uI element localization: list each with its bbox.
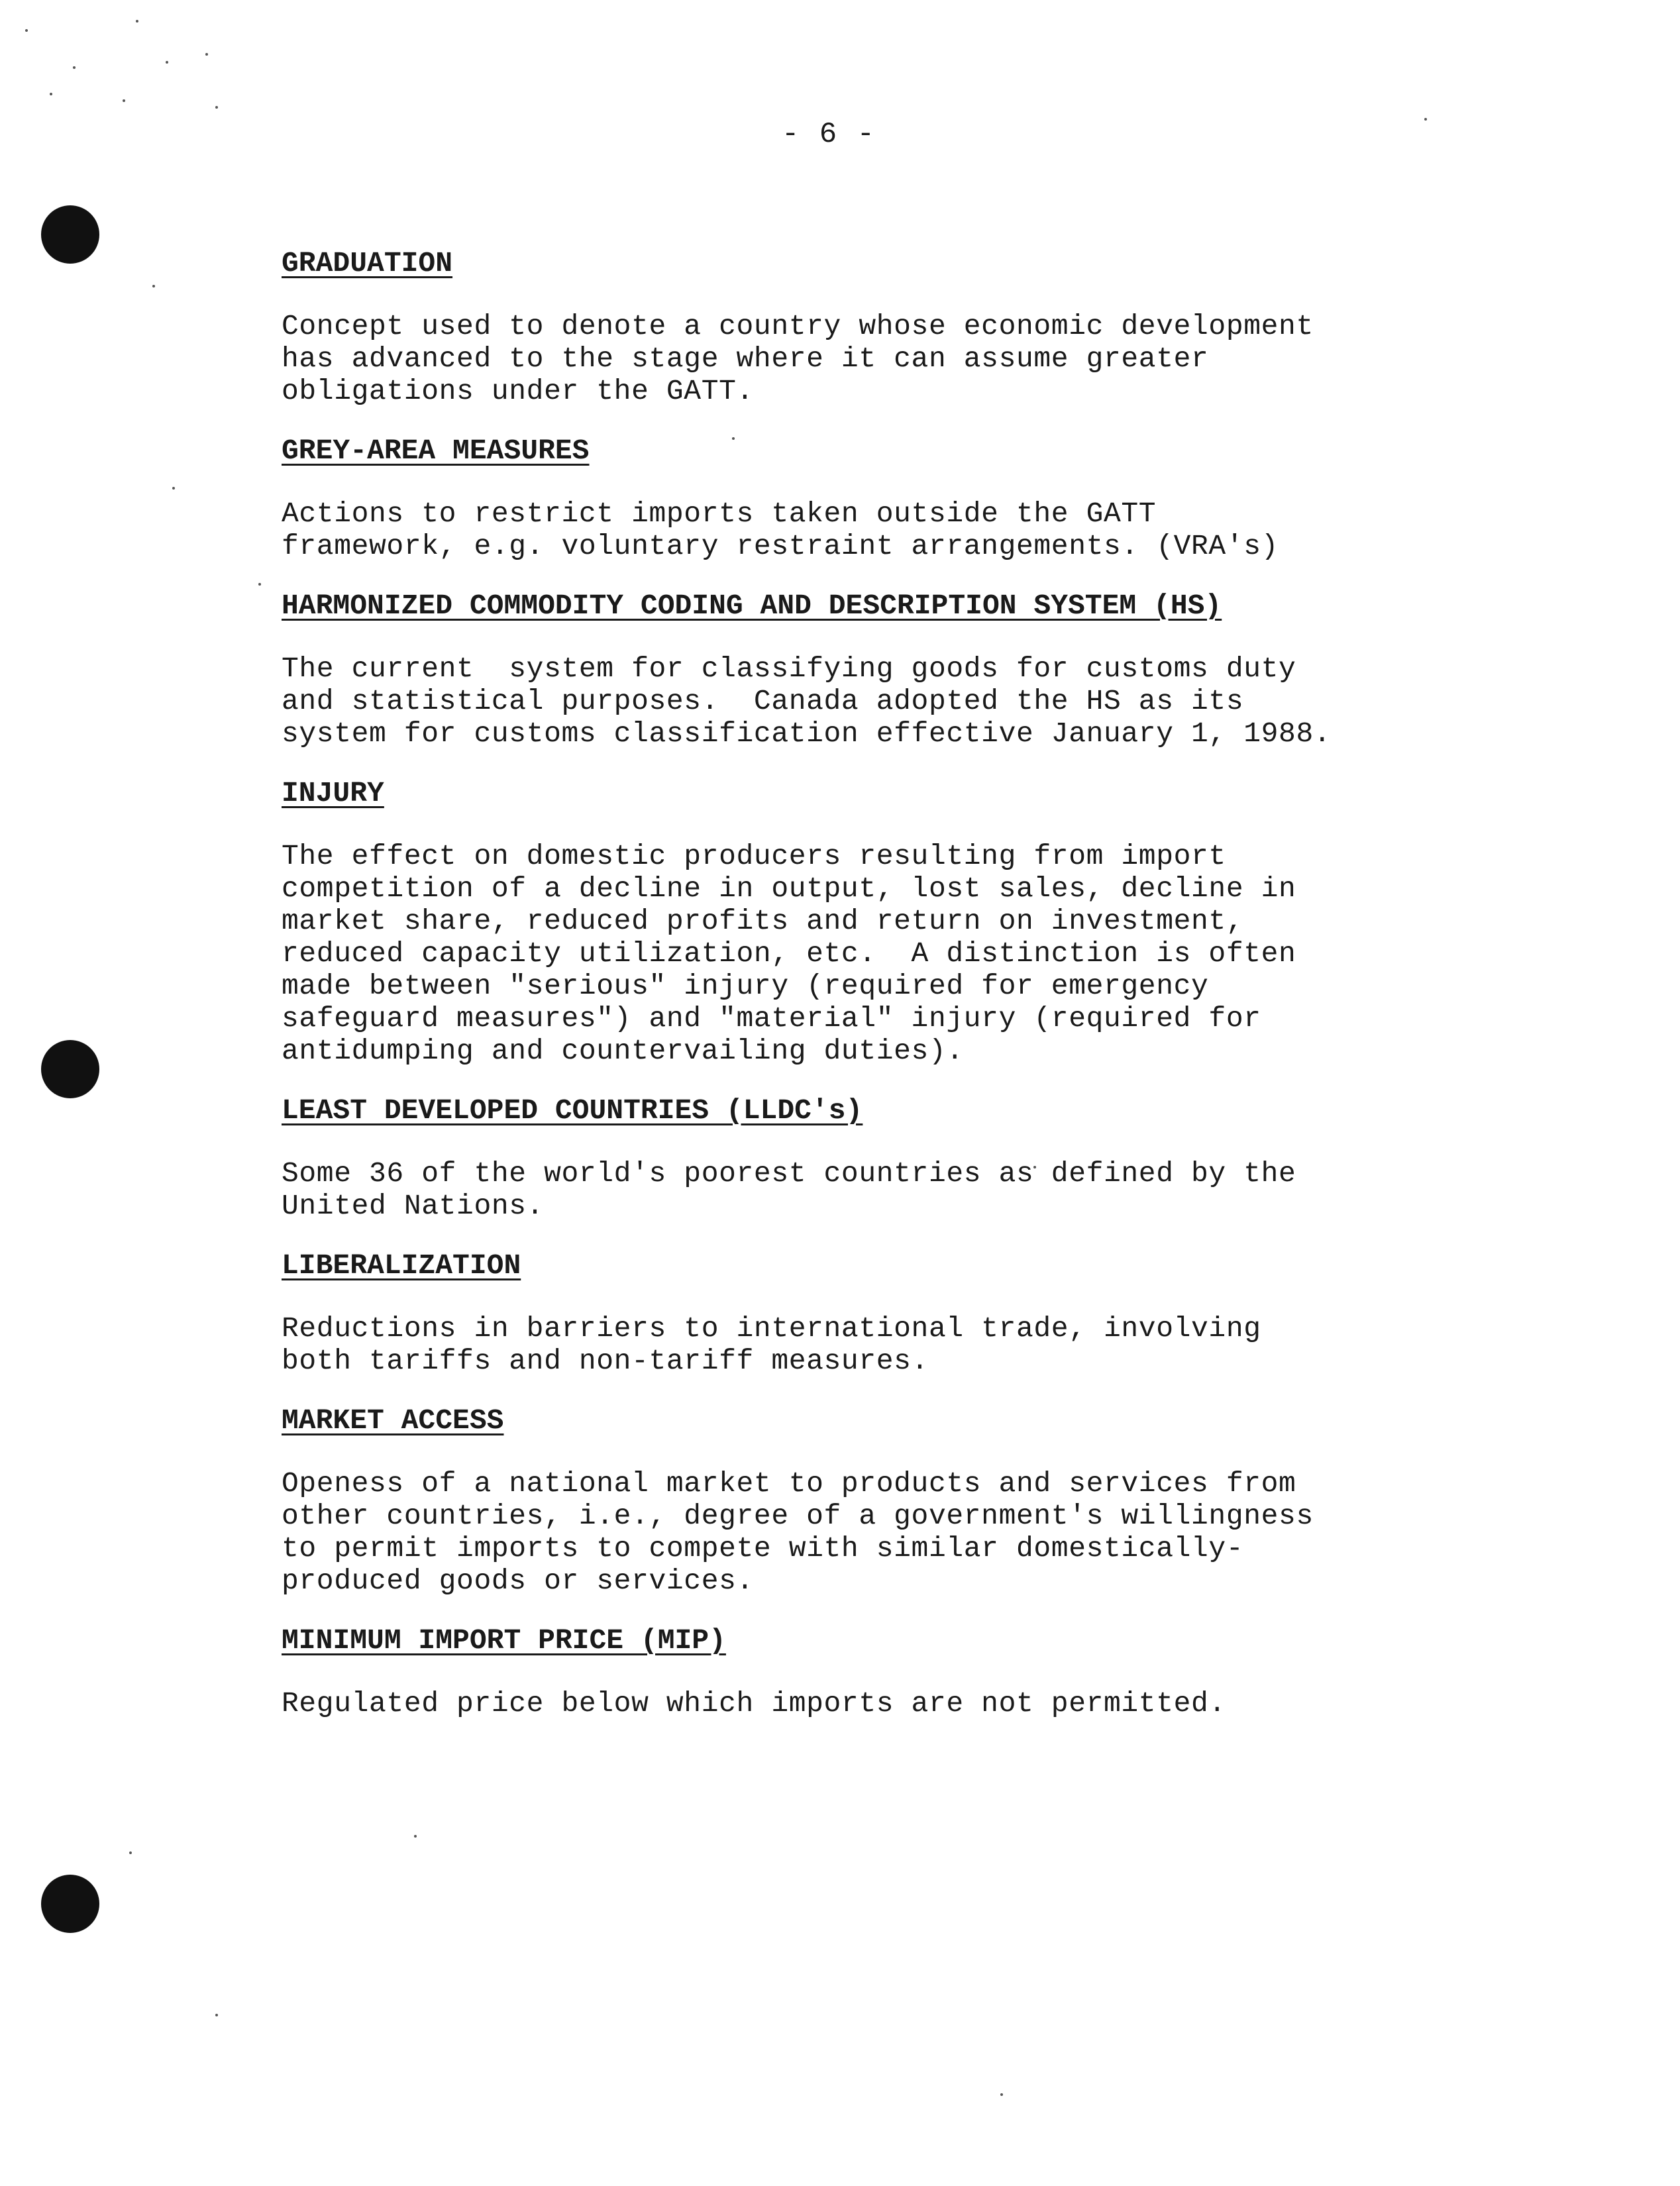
glossary-definition: The effect on domestic producers resulting from import competition of a decline in output, lost sales, decline in market share, reduced profits and return on investment, reduced capacity utilization, etc. A distinction is often made between "serious" injury (required for emergency safeguard measures") and "material" injury (required for antidumping and countervailing duties). xyxy=(282,840,1296,1067)
glossary-entry-liberalization xyxy=(282,1249,1461,1377)
scan-speck xyxy=(73,66,76,69)
glossary xyxy=(282,246,1461,1746)
scan-speck xyxy=(1424,118,1427,121)
scan-speck xyxy=(172,487,175,490)
glossary-definition: Reductions in barriers to international trade, involving both tariffs and non-tariff measures. xyxy=(282,1312,1261,1377)
punch-hole-bottom xyxy=(41,1875,99,1933)
punch-hole-middle xyxy=(41,1040,99,1098)
glossary-entry-harmonized-system xyxy=(282,589,1461,750)
page-number: - 6 - xyxy=(782,118,876,151)
glossary-term: HARMONIZED COMMODITY CODING AND DESCRIPTION SYSTEM (HS) xyxy=(282,590,1222,622)
scan-speck xyxy=(136,20,138,23)
scan-speck xyxy=(414,1835,417,1838)
glossary-entry-least-developed-countries xyxy=(282,1094,1461,1222)
glossary-definition: Regulated price below which imports are not permitted. xyxy=(282,1687,1226,1720)
scan-speck xyxy=(205,53,208,56)
glossary-term: MINIMUM IMPORT PRICE (MIP) xyxy=(282,1624,726,1657)
glossary-entry-injury xyxy=(282,776,1461,1067)
glossary-entry-market-access xyxy=(282,1404,1461,1597)
punch-hole-top xyxy=(41,205,99,264)
glossary-entry-graduation xyxy=(282,246,1461,407)
scan-speck xyxy=(215,106,218,109)
scan-speck xyxy=(152,285,155,287)
scan-speck xyxy=(1000,2093,1003,2096)
glossary-term: INJURY xyxy=(282,777,384,809)
scan-speck xyxy=(166,61,168,64)
glossary-definition: Concept used to denote a country whose economic development has advanced to the stage where it can assume greater obligations under the GATT. xyxy=(282,310,1314,407)
scan-speck xyxy=(123,99,125,102)
glossary-term: LEAST DEVELOPED COUNTRIES (LLDC's) xyxy=(282,1094,863,1127)
scan-speck xyxy=(129,1851,132,1854)
glossary-term: MARKET ACCESS xyxy=(282,1404,504,1437)
glossary-definition: Actions to restrict imports taken outside the GATT framework, e.g. voluntary restraint arrangements. (VRA's) xyxy=(282,497,1279,562)
glossary-entry-minimum-import-price xyxy=(282,1624,1461,1720)
glossary-definition: Some 36 of the world's poorest countries as defined by the United Nations. xyxy=(282,1157,1296,1222)
glossary-term: GRADUATION xyxy=(282,247,453,280)
glossary-entry-grey-area-measures xyxy=(282,434,1461,562)
scan-speck xyxy=(50,93,52,95)
glossary-term: LIBERALIZATION xyxy=(282,1249,521,1282)
glossary-term: GREY-AREA MEASURES xyxy=(282,435,590,467)
scan-speck xyxy=(25,29,28,32)
scan-speck xyxy=(258,583,261,586)
glossary-definition: Openess of a national market to products and services from other countries, i.e., degree of a government's willingness to permit imports to compete with similar domestically- produced goods or services. xyxy=(282,1467,1314,1597)
glossary-definition: The current system for classifying goods for customs duty and statistical purposes. Canada adopted the HS as its system for customs classification effective January 1, 1988. xyxy=(282,652,1332,750)
scan-speck xyxy=(215,2014,218,2016)
